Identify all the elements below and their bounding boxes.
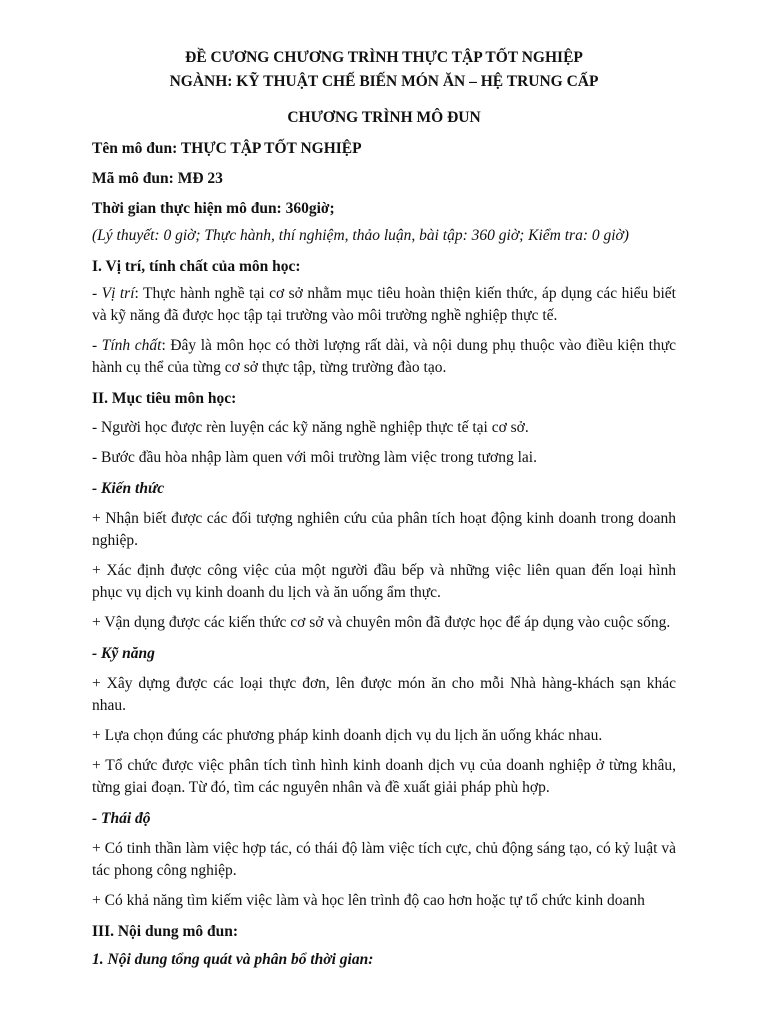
section1-nature: - Tính chất: Đây là môn học có thời lượng rất dài, và nội dung phụ thuộc vào điều kiện thực hành cụ thể của từng cơ sở thực tập, từng trường đào tạo. <box>92 337 676 376</box>
knowledge-item: + Nhận biết được các đối tượng nghiên cứu của phân tích hoạt động kinh doanh trong doanh nghiệp. <box>92 510 676 549</box>
knowledge-item: + Xác định được công việc của một người đầu bếp và những việc liên quan đến loại hình phục vụ dịch vụ kinh doanh du lịch và ăn uống ẩm thực. <box>92 562 676 601</box>
section3-heading: III. Nội dung mô đun: <box>92 923 239 940</box>
knowledge-item: + Vận dụng được các kiến thức cơ sở và chuyên môn đã được học để áp dụng vào cuộc sống. <box>92 614 671 631</box>
nature-text: : Đây là môn học có thời lượng rất dài, và nội dung phụ thuộc vào điều kiện thực hành cụ thể của từng cơ sở thực tập, từng trường đào tạo. <box>92 337 676 376</box>
document-title-line2: NGÀNH: KỸ THUẬT CHẾ BIẾN MÓN ĂN – HỆ TRUNG CẤP <box>169 73 599 90</box>
skills-heading: - Kỹ năng <box>92 645 155 662</box>
module-duration: Thời gian thực hiện mô đun: 360giờ; <box>92 200 335 217</box>
knowledge-heading: - Kiến thức <box>92 480 165 497</box>
section1-heading: I. Vị trí, tính chất của môn học: <box>92 258 301 275</box>
skill-item: + Tổ chức được việc phân tích tình hình kinh doanh dịch vụ của doanh nghiệp ở từng khâu, từng giai đoạn. Từ đó, tìm các nguyên nhân và đề xuất giải pháp phù hợp. <box>92 757 676 796</box>
section2-heading: II. Mục tiêu môn học: <box>92 390 237 407</box>
section1-position: - Vị trí: Thực hành nghề tại cơ sở nhằm mục tiêu hoàn thiện kiến thức, áp dụng các hiểu biết và kỹ năng đã được học tập tại trường vào môi trường nghề nghiệp thực tế. <box>92 285 676 324</box>
attitude-item: + Có khả năng tìm kiếm việc làm và học lên trình độ cao hơn hoặc tự tổ chức kinh doanh <box>92 892 645 909</box>
skill-item: + Lựa chọn đúng các phương pháp kinh doanh dịch vụ du lịch ăn uống khác nhau. <box>92 727 603 744</box>
module-hours-breakdown: (Lý thuyết: 0 giờ; Thực hành, thí nghiệm, thảo luận, bài tập: 360 giờ; Kiểm tra: 0 giờ) <box>92 227 629 244</box>
attitude-item: + Có tinh thần làm việc hợp tác, có thái độ làm việc tích cực, chủ động sáng tạo, có kỷ luật và tác phong công nghiệp. <box>92 840 676 879</box>
skill-item: + Xây dựng được các loại thực đơn, lên được món ăn cho mỗi Nhà hàng-khách sạn khác nhau. <box>92 675 676 714</box>
module-name: Tên mô đun: THỰC TẬP TỐT NGHIỆP <box>92 140 362 157</box>
nature-label: Tính chất <box>101 337 162 354</box>
goal-item: - Người học được rèn luyện các kỹ năng nghề nghiệp thực tế tại cơ sở. <box>92 419 529 436</box>
section3-subheading: 1. Nội dung tổng quát và phân bổ thời gian: <box>92 951 374 968</box>
goal-item: - Bước đầu hòa nhập làm quen với môi trường làm việc trong tương lai. <box>92 449 537 466</box>
position-label: Vị trí <box>101 285 135 302</box>
module-code: Mã mô đun: MĐ 23 <box>92 170 223 187</box>
document-title-line1: ĐỀ CƯƠNG CHƯƠNG TRÌNH THỰC TẬP TỐT NGHIỆP <box>185 49 583 66</box>
position-text: : Thực hành nghề tại cơ sở nhằm mục tiêu hoàn thiện kiến thức, áp dụng các hiểu biết và kỹ năng đã được học tập tại trường vào môi trường nghề nghiệp thực tế. <box>92 285 676 324</box>
attitude-heading: - Thái độ <box>92 810 151 827</box>
program-subtitle: CHƯƠNG TRÌNH MÔ ĐUN <box>287 109 481 126</box>
